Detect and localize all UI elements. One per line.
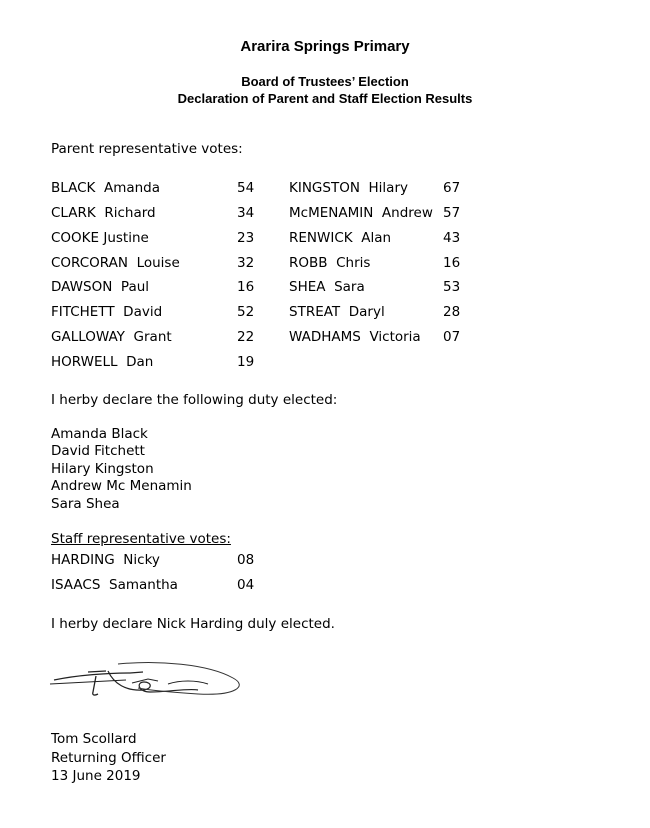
declaration-date: 13 June 2019 — [51, 768, 141, 784]
candidate-surname: STREAT — [289, 304, 341, 320]
candidate-first-name: Daryl — [348, 304, 385, 320]
election-title: Board of Trustees’ Election — [241, 74, 409, 89]
vote-count: 43 — [443, 230, 461, 246]
candidate-first-name: David — [123, 304, 163, 320]
vote-row — [289, 253, 370, 273]
vote-row — [51, 327, 172, 347]
parent-votes-heading: Parent representative votes: — [51, 141, 243, 157]
signature-scribble — [48, 658, 248, 704]
candidate-surname: HARDING — [51, 552, 115, 568]
vote-count: 54 — [237, 180, 255, 196]
school-title: Ararira Springs Primary — [240, 38, 410, 55]
vote-count: 16 — [237, 279, 255, 295]
candidate-first-name: Grant — [133, 329, 172, 345]
candidate-surname: BLACK — [51, 180, 96, 196]
candidate-first-name: Victoria — [369, 329, 421, 345]
vote-row — [51, 352, 153, 372]
vote-row — [51, 550, 160, 570]
vote-row — [51, 178, 160, 198]
officer-name: Tom Scollard — [51, 731, 137, 747]
candidate-surname: DAWSON — [51, 279, 113, 295]
vote-row — [289, 277, 365, 297]
vote-count: 28 — [443, 304, 461, 320]
candidate-surname: FITCHETT — [51, 304, 115, 320]
vote-row — [289, 327, 421, 347]
candidate-surname: GALLOWAY — [51, 329, 125, 345]
vote-count: 19 — [237, 354, 255, 370]
elected-name: Andrew Mc Menamin — [51, 478, 192, 494]
candidate-surname: WADHAMS — [289, 329, 361, 345]
candidate-surname: ISAACS — [51, 577, 101, 593]
candidate-surname: HORWELL — [51, 354, 118, 370]
staff-declaration: I herby declare Nick Harding duly elected. — [51, 616, 335, 632]
vote-count: 67 — [443, 180, 461, 196]
candidate-surname: McMENAMIN — [289, 205, 374, 221]
vote-row — [51, 203, 156, 223]
vote-count: 34 — [237, 205, 255, 221]
vote-row — [51, 253, 180, 273]
vote-count: 53 — [443, 279, 461, 295]
vote-row — [289, 228, 391, 248]
elected-name: Sara Shea — [51, 496, 120, 512]
candidate-first-name: Chris — [336, 255, 371, 271]
candidate-first-name: Samantha — [109, 577, 178, 593]
vote-count: 04 — [237, 577, 255, 593]
candidate-first-name: Dan — [126, 354, 154, 370]
candidate-first-name: Andrew — [381, 205, 433, 221]
vote-row — [289, 302, 385, 322]
candidate-surname: CLARK — [51, 205, 96, 221]
candidate-first-name: Hilary — [368, 180, 408, 196]
vote-row — [51, 575, 178, 595]
officer-role: Returning Officer — [51, 750, 166, 766]
candidate-first-name: Louise — [136, 255, 180, 271]
vote-count: 07 — [443, 329, 461, 345]
vote-count: 57 — [443, 205, 461, 221]
candidate-first-name: Justine — [103, 230, 149, 246]
results-subtitle: Declaration of Parent and Staff Election Results — [177, 91, 473, 106]
staff-votes-heading: Staff representative votes: — [51, 531, 231, 547]
candidate-first-name: Sara — [334, 279, 365, 295]
candidate-surname: COOKE — [51, 230, 100, 246]
vote-count: 52 — [237, 304, 255, 320]
vote-count: 08 — [237, 552, 255, 568]
vote-row — [51, 277, 149, 297]
candidate-first-name: Nicky — [123, 552, 160, 568]
vote-count: 23 — [237, 230, 255, 246]
candidate-surname: CORCORAN — [51, 255, 128, 271]
candidate-first-name: Amanda — [103, 180, 161, 196]
vote-row — [51, 228, 149, 248]
candidate-first-name: Paul — [120, 279, 150, 295]
vote-row — [289, 178, 408, 198]
parent-declaration: I herby declare the following duty elected: — [51, 392, 338, 408]
vote-count: 22 — [237, 329, 255, 345]
elected-name: Hilary Kingston — [51, 461, 154, 477]
candidate-surname: KINGSTON — [289, 180, 360, 196]
elected-name: Amanda Black — [51, 426, 148, 442]
candidate-surname: SHEA — [289, 279, 326, 295]
vote-row — [289, 203, 433, 223]
candidate-first-name: Richard — [104, 205, 156, 221]
handwritten-signature — [48, 658, 248, 709]
vote-row — [51, 302, 162, 322]
candidate-surname: ROBB — [289, 255, 328, 271]
candidate-first-name: Alan — [361, 230, 392, 246]
vote-count: 16 — [443, 255, 461, 271]
elected-name: David Fitchett — [51, 443, 145, 459]
candidate-surname: RENWICK — [289, 230, 353, 246]
vote-count: 32 — [237, 255, 255, 271]
